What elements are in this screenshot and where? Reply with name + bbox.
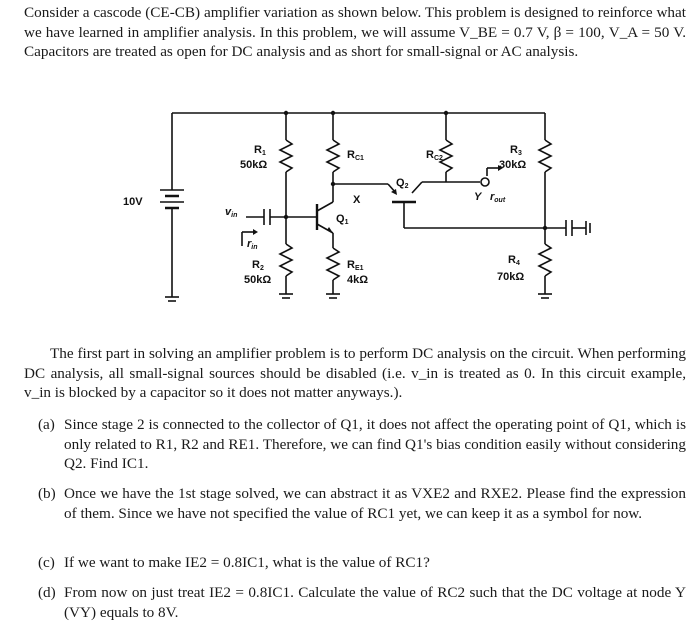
rout-sub: out: [494, 197, 506, 204]
svg-text:Q2: [396, 177, 409, 190]
question-text: From now on just treat IE2 = 0.8IC1. Calculate the value of RC2 such that the DC voltage at node Y (VY) equals to 8V.: [64, 584, 686, 621]
question-tag: (c): [38, 554, 55, 571]
svg-text:rin: [247, 238, 258, 251]
dc-analysis-paragraph: The first part in solving an amplifier problem is to perform DC analysis on the circuit. When performing DC analysis, all small-signal sources should be disabled (i.e. v_in is treated as 0. In this circuit example, v_in is blocked by a capacitor so it does not matter anyways.).: [24, 345, 686, 401]
intro-paragraph: Consider a cascode (CE-CB) amplifier variation as shown below. This problem is designed to reinforce what we have learned in amplifier analysis. In this problem, we will assume V_BE = 0.7 V, β = 100, V_A = 50 V. Capacitors are treated as open for DC analysis and as short for small-signal or AC analysis.: [24, 4, 686, 60]
r2-name: R: [252, 259, 260, 271]
cascode-circuit-diagram: [0, 100, 700, 305]
r3-name: R: [510, 144, 518, 156]
rc2-sub: C2: [433, 155, 443, 162]
re1-sub: E1: [354, 265, 364, 272]
rc1-sub: C1: [354, 155, 364, 162]
question-b: [38, 484, 686, 523]
r4-value: 70kΩ: [497, 271, 525, 283]
svg-text:RE1: [347, 259, 364, 272]
r2-value: 50kΩ: [244, 274, 272, 286]
rin-name: r: [247, 238, 252, 250]
re1-name: R: [347, 259, 355, 271]
r3-value: 30kΩ: [499, 159, 527, 171]
svg-text:rout: [490, 191, 506, 204]
svg-text:R2: [252, 259, 264, 272]
rc1-name: R: [347, 149, 355, 161]
r1-name: R: [254, 144, 262, 156]
question-text: If we want to make IE2 = 0.8IC1, what is the value of RC1?: [64, 554, 430, 571]
q2-sub: 2: [404, 183, 409, 190]
svg-text:RC1: [347, 149, 364, 162]
question-a: [38, 415, 686, 474]
svg-text:R3: [510, 144, 522, 157]
q1-sub: 1: [344, 219, 349, 226]
question-tag: (d): [38, 584, 56, 601]
r1-sub: 1: [261, 150, 266, 157]
supply-label: 10V: [123, 196, 143, 208]
question-c: [38, 553, 686, 573]
question-tag: (a): [38, 416, 55, 433]
svg-text:R1: [254, 144, 266, 157]
q1-name: Q: [336, 213, 345, 225]
r4-name: R: [508, 254, 516, 266]
rin-sub: in: [251, 244, 258, 251]
r1-value: 50kΩ: [240, 159, 268, 171]
vin-sub: in: [231, 212, 238, 219]
svg-text:Q1: [336, 213, 349, 226]
question-d: [38, 583, 686, 622]
question-tag: (b): [38, 485, 56, 502]
rout-name: r: [490, 191, 495, 203]
question-text: Once we have the 1st stage solved, we can abstract it as VXE2 and RXE2. Please find the expression of them. Since we have not specified the value of RC1 yet, we can keep it as a symbol for now.: [64, 485, 686, 522]
question-text: Since stage 2 is connected to the collector of Q1, it does not affect the operating point of Q1, which is only related to R1, R2 and RE1. Therefore, we can find Q1's bias condition easily without considering Q2. Find IC1.: [64, 416, 686, 472]
r2-sub: 2: [259, 265, 264, 272]
re1-value: 4kΩ: [347, 274, 369, 286]
node-y-label: Y: [474, 191, 482, 203]
rc2-name: R: [426, 149, 434, 161]
vin-name: v: [225, 206, 232, 218]
r3-sub: 3: [517, 150, 522, 157]
node-x-label: X: [353, 194, 361, 206]
svg-text:R4: [508, 254, 520, 267]
svg-text:vin: [225, 206, 237, 219]
q2-name: Q: [396, 177, 405, 189]
r4-sub: 4: [515, 260, 520, 267]
